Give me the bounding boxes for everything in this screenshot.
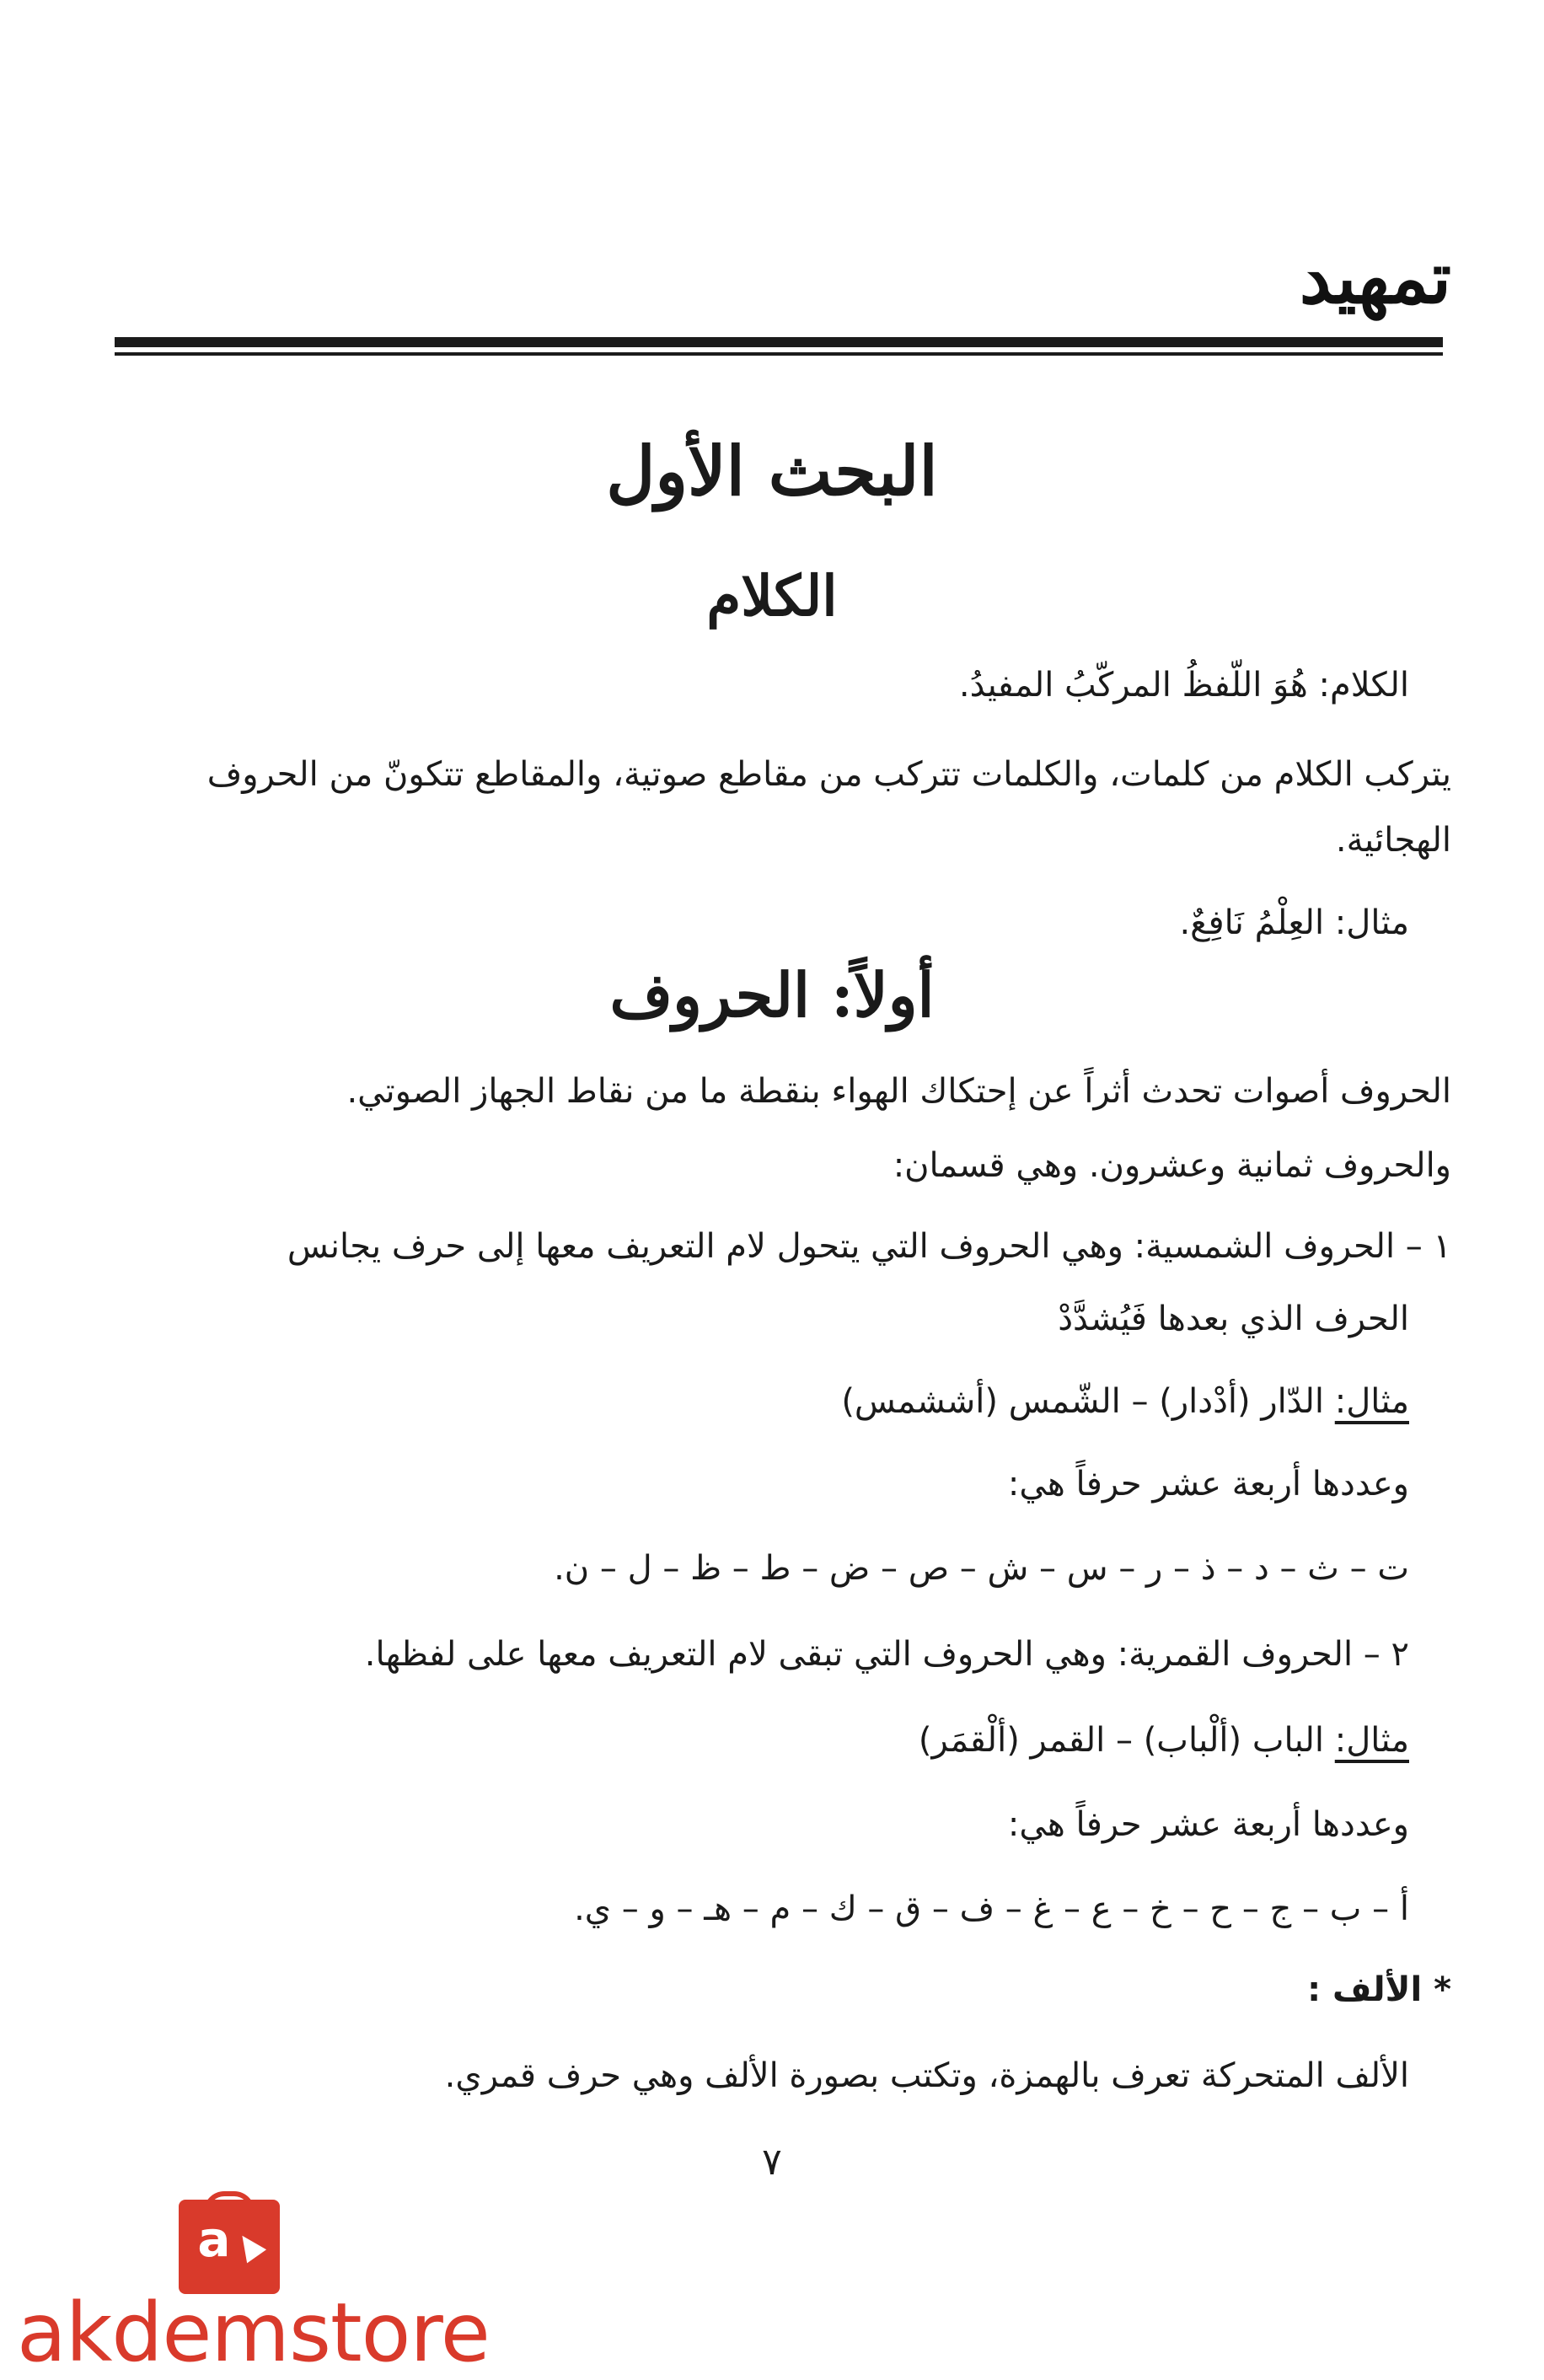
- kalam-composition-line1: يتركب الكلام من كلمات، والكلمات تتركب من مقاطع صوتية، والمقاطع تتكونّ من الحروف: [206, 755, 1451, 794]
- solar-count: وعددها أربعة عشر حرفاً هي:: [1007, 1465, 1409, 1504]
- letters-intro-line2: والحروف ثمانية وعشرون. وهي قسمان:: [893, 1146, 1451, 1185]
- kalam-definition: الكلام: هُوَ اللّفظُ المركّبُ المفيدُ.: [958, 666, 1409, 705]
- solar-example-text: الدّار (أدْدار) – الشّمس (أششمس): [841, 1382, 1325, 1421]
- chapter-header-title: تمهيد: [1299, 236, 1451, 319]
- lunar-letter-list: أ – ب – ج – ح – خ – ع – غ – ف – ق – ك – م – هـ – و – ي.: [574, 1890, 1409, 1928]
- header-rule-thick: [115, 337, 1443, 347]
- lunar-letters-line1: ٢ – الحروف القمرية: وهي الحروف التي تبقى لام التعريف معها على لفظها.: [364, 1635, 1409, 1674]
- lunar-example-label: مثال:: [1334, 1721, 1409, 1760]
- section-subtitle: الكلام: [706, 563, 838, 629]
- solar-example: [120, 1365, 1409, 1438]
- alif-text: الألف المتحركة تعرف بالهمزة، وتكتب بصورة الألف وهي حرف قمري.: [444, 2056, 1409, 2095]
- section-title: البحث الأول: [606, 432, 938, 511]
- header-rule-thin: [115, 352, 1443, 356]
- watermark-text: akdemstore: [17, 2286, 490, 2380]
- solar-example-label: مثال:: [1334, 1382, 1409, 1421]
- lunar-example: [120, 1704, 1409, 1777]
- solar-letters-line2: الحرف الذي بعدها فَيُشدَّدْ: [1058, 1300, 1409, 1338]
- letters-heading: أولاً: الحروف: [609, 959, 935, 1031]
- alif-heading: * الألف :: [1307, 1970, 1451, 2009]
- lunar-example-text: الباب (ألْباب) – القمر (ألْقمَر): [918, 1721, 1325, 1760]
- solar-letter-list: ت – ث – د – ذ – ر – س – ش – ص – ض – ط – ظ – ل – ن.: [554, 1549, 1409, 1588]
- kalam-composition-line2: الهجائية.: [1335, 821, 1451, 860]
- solar-letters-line1: ١ – الحروف الشمسية: وهي الحروف التي يتحول لام التعريف معها إلى حرف يجانس: [287, 1227, 1451, 1266]
- store-watermark-logo: [17, 2191, 490, 2380]
- kalam-example: مثال: العِلْمُ نَافِعٌ.: [1179, 903, 1409, 942]
- badge-letter: a: [197, 2211, 231, 2268]
- page-number: ٧: [762, 2141, 782, 2184]
- letters-intro-line1: الحروف أصوات تحدث أثراً عن إحتكاك الهواء بنقطة ما من نقاط الجهاز الصوتي.: [346, 1072, 1451, 1111]
- lunar-count: وعددها أربعة عشر حرفاً هي:: [1007, 1805, 1409, 1844]
